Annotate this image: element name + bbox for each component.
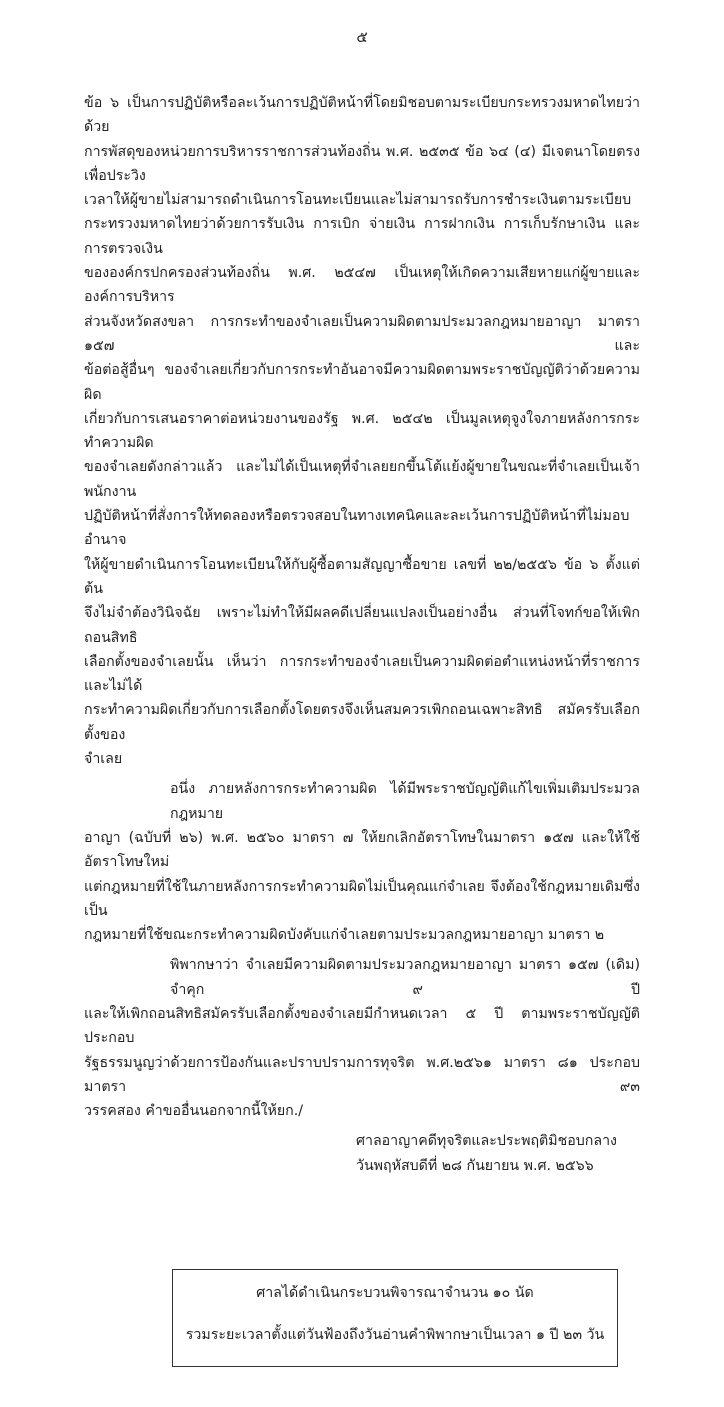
text-line: ของจำเลยดังกล่าวแล้ว และไม่ได้เป็นเหตุที่จำเลยยกขึ้นโต้แย้งผู้ขายในขณะที่จำเลยเป็นเจ้าพนักงาน bbox=[84, 459, 640, 500]
page-number: ๕ bbox=[356, 28, 368, 46]
judgment-date: วันพฤหัสบดีที่ ๒๘ กันยายน พ.ศ. ๒๕๖๖ bbox=[356, 1158, 594, 1175]
text-line: อาญา (ฉบับที่ ๒๖) พ.ศ. ๒๕๖๐ มาตรา ๗ ให้ยกเลิกอัตราโทษในมาตรา ๑๕๗ และให้ใช้อัตราโทษใหม่ bbox=[84, 829, 640, 871]
signature-block bbox=[356, 1129, 640, 1179]
text-line: กระทำความผิดเกี่ยวกับการเลือกตั้งโดยตรงจึงเห็นสมควรเพิกถอนเฉพาะสิทธิ สมัครรับเลือกตั้งของ bbox=[84, 702, 640, 743]
text-line: ข้อ ๖ เป็นการปฏิบัติหรือละเว้นการปฏิบัติหน้าที่โดยมิชอบตามระเบียบกระทรวงมหาดไทยว่าด้วย bbox=[84, 95, 640, 136]
hearings-count: ศาลได้ดำเนินกระบวนพิจารณาจำนวน ๑๐ นัด bbox=[256, 1285, 534, 1302]
text-line: เกี่ยวกับการเสนอราคาต่อหน่วยงานของรัฐ พ.ศ. ๒๕๔๒ เป็นมูลเหตุจูงใจภายหลังการกระทำความผิด bbox=[84, 410, 640, 452]
text-line: เลือกตั้งของจำเลยนั้น เห็นว่า การกระทำของจำเลยเป็นความผิดต่อตำแหน่งหน้าที่ราชการ และไม่ได้ bbox=[84, 653, 640, 695]
text-line: การพัสดุของหน่วยการบริหารราชการส่วนท้องถิ่น พ.ศ. ๒๕๓๕ ข้อ ๖๔ (๔) มีเจตนาโดยตรงเพื่อประวิง bbox=[84, 143, 640, 184]
summary-box bbox=[172, 1269, 618, 1367]
paragraph-findings bbox=[84, 91, 640, 771]
text-line: และให้เพิกถอนสิทธิสมัครรับเลือกตั้งของจำเลยมีกำหนดเวลา ๕ ปี ตามพระราชบัญญัติประกอบ bbox=[84, 1005, 640, 1047]
paragraph-verdict bbox=[84, 953, 640, 1123]
text-line: ปฏิบัติหน้าที่สั่งการให้ทดลองหรือตรวจสอบในทางเทคนิคและละเว้นการปฏิบัติหน้าที่ไม่มอบอำนาจ bbox=[84, 508, 630, 549]
text-line: ขององค์กรปกครองส่วนท้องถิ่น พ.ศ. ๒๕๔๗ เป็นเหตุให้เกิดความเสียหายแก่ผู้ขายและองค์การบริหาร bbox=[84, 265, 640, 306]
text-line: กระทรวงมหาดไทยว่าด้วยการรับเงิน การเบิก จ่ายเงิน การฝากเงิน การเก็บรักษาเงิน และการตรวจเงิน bbox=[84, 216, 640, 257]
text-line: จำเลย bbox=[84, 751, 123, 768]
page-content bbox=[84, 0, 640, 1407]
text-line: จึงไม่จำต้องวินิจฉัย เพราะไม่ทำให้มีผลคดีเปลี่ยนแปลงเป็นอย่างอื่น ส่วนที่โจทก์ขอให้เพิกถอนสิทธิ bbox=[84, 605, 640, 646]
proceedings-duration: รวมระยะเวลาตั้งแต่วันฟ้องถึงวันอ่านคำพิพากษาเป็นเวลา ๑ ปี ๒๓ วัน bbox=[185, 1327, 605, 1344]
text-line: พิพากษาว่า จำเลยมีความผิดตามประมวลกฎหมายอาญา มาตรา ๑๕๗ (เดิม) จำคุก ๙ ปี bbox=[170, 957, 640, 998]
text-line: เวลาให้ผู้ขายไม่สามารถดำเนินการโอนทะเบียนและไม่สามารถรับการชำระเงินตามระเบียบ bbox=[84, 192, 632, 209]
text-line: แต่กฎหมายที่ใช้ในภายหลังการกระทำความผิดไม่เป็นคุณแก่จำเลย จึงต้องใช้กฎหมายเดิมซึ่งเป็น bbox=[84, 878, 640, 919]
court-name: ศาลอาญาคดีทุจริตและประพฤติมิชอบกลาง bbox=[356, 1133, 617, 1150]
text-line: ข้อต่อสู้อื่นๆ ของจำเลยเกี่ยวกับการกระทำอันอาจมีความผิดตามพระราชบัญญัติว่าด้วยความผิด bbox=[84, 362, 640, 403]
text-line: วรรคสอง คำขออื่นนอกจากนี้ให้ยก./ bbox=[84, 1103, 304, 1120]
text-line: อนึ่ง ภายหลังการกระทำความผิด ได้มีพระราชบัญญัติแก้ไขเพิ่มเติมประมวลกฎหมาย bbox=[170, 781, 640, 822]
judgment-body bbox=[84, 91, 640, 1123]
text-line: กฎหมายที่ใช้ขณะกระทำความผิดบังคับแก่จำเลยตามประมวลกฎหมายอาญา มาตรา ๒ bbox=[84, 927, 605, 944]
paragraph-law-amendment bbox=[84, 777, 640, 947]
text-line: ส่วนจังหวัดสงขลา การกระทำของจำเลยเป็นความผิดตามประมวลกฎหมายอาญา มาตรา ๑๕๗ และ bbox=[84, 313, 640, 354]
text-line: ให้ผู้ขายดำเนินการโอนทะเบียนให้กับผู้ซื้อตามสัญญาซื้อขาย เลขที่ ๒๒/๒๕๕๖ ข้อ ๖ ตั้งแต่ต้น bbox=[84, 556, 640, 597]
text-line: รัฐธรรมนูญว่าด้วยการป้องกันและปราบปรามการทุจริต พ.ศ.๒๕๖๑ มาตรา ๘๑ ประกอบมาตรา ๙๓ bbox=[84, 1054, 640, 1095]
